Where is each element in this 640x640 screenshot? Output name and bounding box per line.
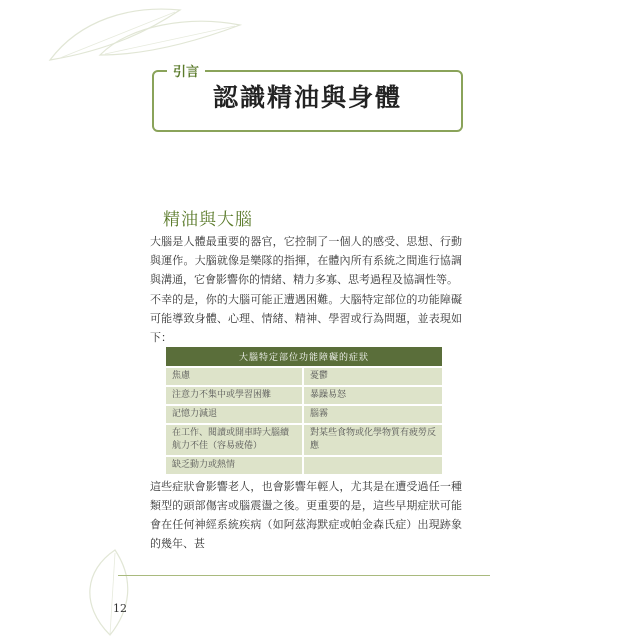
table-row: [166, 405, 442, 424]
paragraph: 大腦是人體最重要的器官，它控制了一個人的感受、思想、行動與運作。大腦就像是樂隊的指揮，在體內所有系統之間進行協調與溝通，它會影響你的情緒、精力多寡、思考過程及協調性等。: [150, 235, 462, 286]
footer-divider: [118, 575, 490, 576]
table-row: [166, 424, 442, 456]
chapter-title: 認識精油與身體: [212, 83, 402, 112]
leaf-decoration-icon: [40, 0, 250, 70]
section-heading: 精油與大腦: [163, 210, 253, 230]
table-cell: 缺乏動力或熱情: [166, 456, 303, 474]
table-cell: 腦霧: [303, 405, 442, 424]
table-row: [166, 386, 442, 405]
paragraph: 這些症狀會影響老人，也會影響年輕人，尤其是在遭受過任一種類型的頭部傷害或腦震盪之後。更重要的是，這些早期症狀可能會在任何神經系統疾病（如阿茲海默症或帕金森氏症）出現跡象的幾年、甚: [150, 480, 462, 550]
table-cell: 注意力不集中或學習困難: [166, 386, 303, 405]
table-cell: 暴躁易怒: [303, 386, 442, 405]
table-cell: 記憶力減退: [166, 405, 303, 424]
chapter-label: 引言: [167, 61, 205, 80]
symptoms-table: [166, 347, 442, 474]
table-cell: 在工作、閱讀或開車時大腦續航力不佳（容易疲倦）: [166, 424, 303, 456]
paragraph: 不幸的是，你的大腦可能正遭遇困難。大腦特定部位的功能障礙可能導致身體、心理、情緒、精神、學習或行為問題，並表現如下：: [150, 293, 462, 344]
page-number: 12: [113, 602, 127, 615]
table-cell: 對某些食物或化學物質有疲勞反應: [303, 424, 442, 456]
table-row: [166, 367, 442, 386]
table-cell: 焦慮: [166, 367, 303, 386]
leaf-decoration-icon: [75, 545, 145, 640]
table-cell: 憂鬱: [303, 367, 442, 386]
table-row: [166, 456, 442, 474]
table-title: 大腦特定部位功能障礙的症狀: [166, 347, 442, 367]
table-cell: [303, 456, 442, 474]
